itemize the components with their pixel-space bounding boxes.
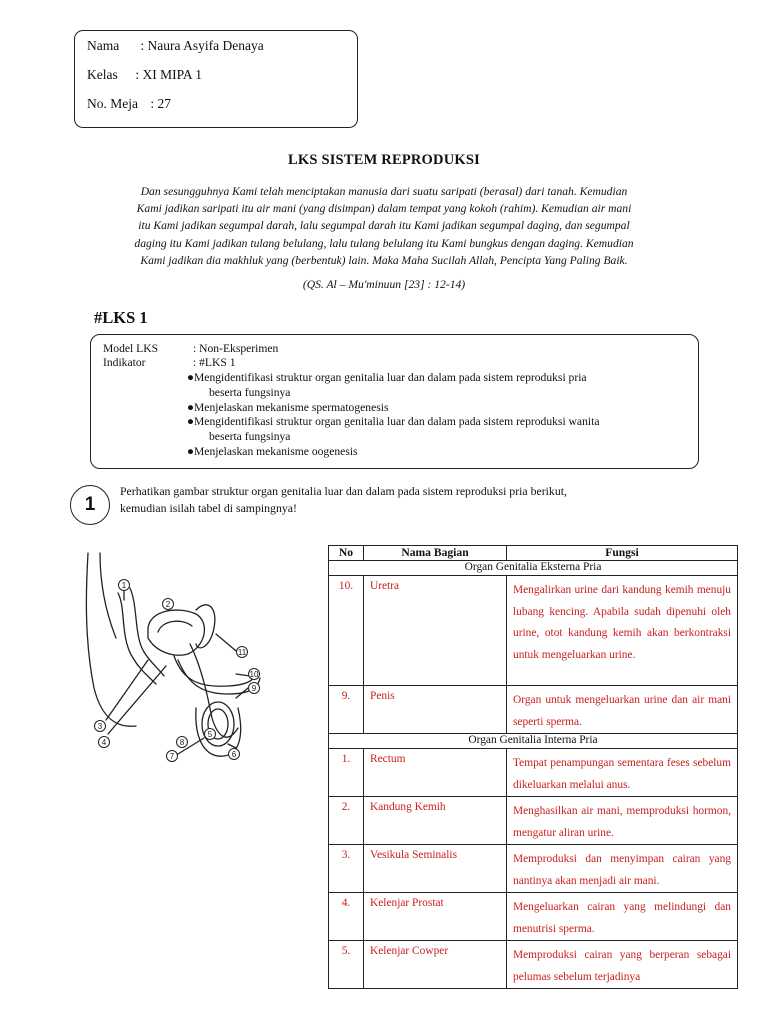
bladder-shape: [158, 621, 192, 632]
table-header-row: [329, 546, 738, 561]
bladder-shape: [148, 610, 204, 655]
bullet-continuation: beserta fungsinya: [209, 429, 291, 443]
section-row: [329, 561, 738, 576]
svg-text:10: 10: [249, 670, 259, 679]
row-function: Memproduksi dan menyimpan cairan yang nantinya akan menjadi air mani.: [507, 845, 738, 893]
bullet-text: ●Mengidentifikasi struktur organ genitalia luar dan dalam pada sistem reproduksi pria: [187, 371, 587, 384]
row-no: 3.: [329, 845, 364, 893]
section-title: Organ Genitalia Eksterna Pria: [329, 561, 738, 576]
diagram-label-9: [249, 683, 260, 694]
row-function: Memproduksi cairan yang berperan sebagai pelumas sebelum terjadinya: [507, 941, 738, 989]
student-class-row: [87, 67, 202, 83]
indicator-row: [103, 356, 236, 369]
urethra-line: [174, 656, 258, 686]
verse-source: (QS. Al – Mu'minuun [23] : 12-14): [302, 278, 466, 291]
indicator-bullet: [187, 415, 687, 444]
row-no: 5.: [329, 941, 364, 989]
svg-text:2: 2: [165, 600, 171, 609]
table-row: [329, 845, 738, 893]
section-title: Organ Genitalia Interna Pria: [329, 734, 738, 749]
answer-table: [328, 545, 738, 989]
indicator-value: : #LKS 1: [193, 356, 236, 369]
pubic-bone: [196, 605, 215, 648]
class-label: Kelas: [87, 67, 118, 82]
name-value: : Naura Asyifa Denaya: [140, 38, 264, 53]
rectum-shape: [118, 593, 156, 684]
row-name: Kelenjar Prostat: [364, 893, 507, 941]
verse-line: daging itu Kami jadikan tulang belulang, lalu tulang belulang itu Kami bungkus dengan daging. Kemudian: [134, 236, 634, 250]
instruction-line: Perhatikan gambar struktur organ genitalia luar dan dalam pada sistem reproduksi pria berikut,: [120, 484, 567, 498]
table-row: [329, 749, 738, 797]
diagram-label-5: [205, 729, 216, 740]
row-name: Vesikula Seminalis: [364, 845, 507, 893]
row-name: Rectum: [364, 749, 507, 797]
body-outline: [86, 553, 136, 726]
lks-info-box: [90, 334, 699, 469]
row-no: 4.: [329, 893, 364, 941]
verse-line: Dan sesungguhnya Kami telah menciptakan manusia dari suatu saripati (berasal) dari tanah. Kemudian: [140, 185, 628, 198]
vas-deferens: [190, 644, 238, 737]
row-function: Mengeluarkan cairan yang melindungi dan menutrisi sperma.: [507, 893, 738, 941]
student-name-row: [87, 38, 264, 54]
model-label: Model LKS: [103, 342, 159, 355]
verse-line: itu Kami jadikan segumpal darah, lalu segumpal darah itu Kami jadikan segumpal daging, dan segumpal: [138, 219, 630, 233]
row-function: Menghasilkan air mani, memproduksi hormon, mengatur aliran urine.: [507, 797, 738, 845]
indicator-bullet: [187, 371, 687, 400]
section-row: [329, 734, 738, 749]
model-row: [103, 342, 278, 355]
row-no: 2.: [329, 797, 364, 845]
table-row: [329, 797, 738, 845]
svg-text:7: 7: [169, 752, 175, 761]
row-name: Uretra: [364, 576, 507, 686]
table-row: [329, 576, 738, 686]
row-name: Kandung Kemih: [364, 797, 507, 845]
row-name: Kelenjar Cowper: [364, 941, 507, 989]
svg-text:9: 9: [251, 684, 257, 693]
table-row: [329, 893, 738, 941]
indicator-label: Indikator: [103, 356, 146, 369]
diagram-label-3: [95, 721, 106, 732]
svg-text:5: 5: [207, 730, 213, 739]
svg-text:6: 6: [231, 750, 237, 759]
svg-text:4: 4: [101, 738, 107, 747]
table-row: [329, 686, 738, 734]
lks-heading: #LKS 1: [94, 308, 148, 327]
diagram-label-4: [99, 737, 110, 748]
row-no: 9.: [329, 686, 364, 734]
verse-line: Kami jadikan saripati itu air mani (yang disimpan) dalam tempat yang kokoh (rahim). Kemudian air mani: [136, 202, 632, 216]
indicator-bullet: [187, 401, 687, 416]
svg-text:11: 11: [237, 648, 247, 657]
diagram-label-7: [167, 751, 178, 762]
diagram-label-8: [177, 737, 188, 748]
verse-line: Kami jadikan dia makhluk yang (berbentuk) lain. Maka Maha Sucilah Allah, Pencipta Yang Paling Baik.: [140, 253, 628, 267]
instruction-line: kemudian isilah tabel di sampingnya!: [120, 501, 297, 515]
student-desk-row: [87, 96, 171, 112]
male-reproductive-diagram: [78, 548, 278, 768]
header-name: Nama Bagian: [364, 546, 507, 561]
row-function: Mengalirkan urine dari kandung kemih menuju lubang kencing. Apabila sudah dipenuhi oleh urine, otot kandung kemih akan berkontraksi untuk mengeluarkan urine.: [507, 576, 738, 686]
row-function: Organ untuk mengeluarkan urine dan air mani seperti sperma.: [507, 686, 738, 734]
leader-line: [236, 674, 250, 676]
diagram-label-10: [249, 669, 260, 680]
bullet-text: ●Menjelaskan mekanisme oogenesis: [187, 445, 358, 458]
question-instruction: [120, 483, 676, 517]
bullet-text: ●Menjelaskan mekanisme spermatogenesis: [187, 401, 389, 414]
rectum-shape: [130, 588, 164, 676]
class-value: : XI MIPA 1: [135, 67, 203, 82]
name-label: Nama: [87, 38, 120, 53]
quran-verse: [92, 183, 676, 269]
indicator-bullet: [187, 445, 687, 460]
diagram-label-1: [119, 580, 130, 591]
bullet-continuation: beserta fungsinya: [209, 385, 291, 399]
spine-outline: [100, 553, 116, 638]
table-row: [329, 941, 738, 989]
row-function: Tempat penampungan sementara feses sebelum dikeluarkan melalui anus.: [507, 749, 738, 797]
row-no: 10.: [329, 576, 364, 686]
question-number-badge: 1: [70, 485, 110, 525]
svg-text:8: 8: [179, 738, 185, 747]
desk-label: No. Meja: [87, 96, 138, 111]
diagram-label-11: [237, 647, 248, 658]
diagram-label-6: [229, 749, 240, 760]
svg-text:3: 3: [97, 722, 103, 731]
leader-line: [228, 744, 236, 748]
header-no: No: [329, 546, 364, 561]
svg-text:1: 1: [121, 581, 127, 590]
header-function: Fungsi: [507, 546, 738, 561]
bullet-text: ●Mengidentifikasi struktur organ genitalia luar dan dalam pada sistem reproduksi wanita: [187, 415, 600, 428]
page-title: LKS SISTEM REPRODUKSI: [288, 152, 480, 168]
desk-value: : 27: [150, 96, 172, 111]
model-value: : Non-Eksperimen: [193, 342, 279, 355]
diagram-label-2: [163, 599, 174, 610]
row-no: 1.: [329, 749, 364, 797]
student-info-box: [74, 30, 358, 128]
row-name: Penis: [364, 686, 507, 734]
